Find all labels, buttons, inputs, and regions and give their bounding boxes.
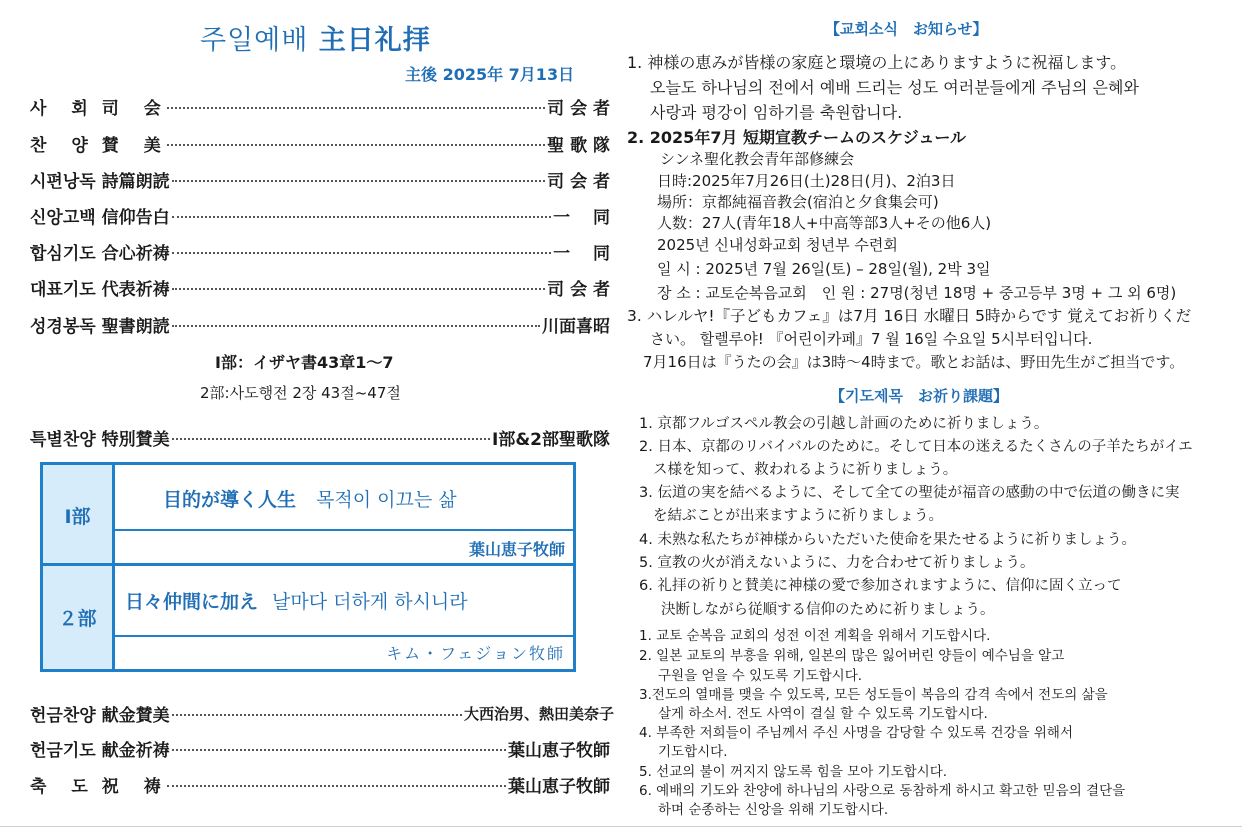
closing-label: 축 도 祝 祷 — [30, 776, 165, 797]
prayer-ko-line: 구원을 얻을 수 있도록 기도합시다. — [658, 668, 863, 684]
prayer-ja-line: 4. 未熟な私たちが神様からいただいた使命を果たせるように祈りましょう。 — [639, 532, 1136, 548]
news-line: 오늘도 하나님의 전에서 예배 드리는 성도 여러분들에게 주님의 은혜와 — [650, 78, 1139, 97]
news-line: 장 소 : 교토순복음교회 인 원 : 27명(청년 18명 + 중고등부 3명 + 그 외 6명) — [657, 284, 1177, 302]
prayer-ja-line: を結ぶことが出来ますように祈りましょう。 — [653, 508, 943, 524]
order-label: 성경봉독 聖書朗読 — [30, 316, 170, 337]
prayer-ja-line: 決断しながら従順する信仰のために祈りましょう。 — [661, 602, 995, 618]
order-row-creed — [30, 202, 610, 228]
benediction-row — [30, 771, 610, 797]
news-line: さい。 할렐루야! 『어린이카페』7 월 16일 수요일 5시부터입니다. — [650, 330, 1093, 348]
prayer-ko-line: 4. 부족한 저희들이 주님께서 주신 사명을 감당할 수 있도록 건강을 위해서 — [639, 725, 1073, 741]
order-label: 사 회 司 会 — [30, 98, 165, 119]
order-value: 聖 歌 隊 — [547, 135, 610, 156]
cell-divider — [115, 529, 573, 531]
order-value: 一 同 — [553, 207, 610, 228]
leader-dots — [172, 288, 546, 290]
closing-value: 葉山恵子牧師 — [508, 740, 610, 761]
leader-dots — [167, 144, 545, 146]
prayer-ja-line: 3. 伝道の実を結べるように、そして全ての聖徒が福音の感動の中で伝道の働きに実 — [639, 485, 1180, 501]
prayer-ko-line: 기도합시다. — [658, 744, 728, 760]
news-header: 【교회소식 お知らせ】 — [825, 20, 988, 38]
prayer-ko-line: 살게 하소서. 전도 사역이 결실 할 수 있도록 기도합시다. — [658, 706, 988, 722]
part2-cell: ２部 — [43, 565, 115, 669]
news-line: 사랑과 평강이 임하기를 축원합니다. — [650, 103, 903, 122]
prayer-ko-line: 3.전도의 열매를 맺을 수 있도록, 모든 성도들이 복음의 감격 속에서 전도의 삶을 — [639, 687, 1108, 703]
news-line: 日時:2025年7月26日(土)28日(月)、2泊3日 — [657, 172, 956, 190]
leader-dots — [172, 325, 540, 327]
news-line: 1. 神様の恵みが皆様の家庭と環境の上にありますように祝福します。 — [627, 53, 1127, 72]
prayer-ko-line: 5. 선교의 불이 꺼지지 않도록 힘을 모아 기도합시다. — [639, 764, 948, 780]
prayer-header: 【기도제목 お祈り課題】 — [830, 387, 1008, 405]
reading-part1: Ⅰ部：イザヤ書43章1～7 — [215, 353, 394, 372]
song2-title-ko: 날마다 더하게 하시니라 — [272, 591, 468, 613]
order-label: 찬 양 賛 美 — [30, 135, 165, 156]
special-label: 특별찬양 特別賛美 — [30, 429, 170, 450]
order-row-praise — [30, 130, 610, 156]
prayer-ko-line: 2. 일본 교토의 부흥을 위해, 일본의 많은 잃어버린 양들이 예수님을 알고 — [639, 648, 1065, 664]
part1-cell: Ⅰ部 — [43, 465, 115, 565]
leader-dots — [172, 216, 551, 218]
prayer-ja-line: ス様を知って、救われるように祈りましょう。 — [653, 462, 958, 478]
offering-praise-row — [30, 700, 614, 726]
leader-dots — [172, 714, 462, 716]
closing-label: 헌금찬양 献金賛美 — [30, 705, 170, 726]
prayer-ja-line: 6. 礼拝の祈りと賛美に神様の愛で参加されますように、信仰に固く立って — [639, 578, 1122, 594]
order-label: 시편낭독 詩篇朗読 — [30, 171, 170, 192]
order-value: 川面喜昭 — [542, 316, 610, 337]
order-label: 합심기도 合心祈祷 — [30, 243, 170, 264]
special-songs-table — [40, 462, 576, 672]
news-line: 7月16日は『うたの会』は3時～4時まで。歌とお話は、野田先生がご担当です。 — [643, 353, 1185, 371]
title-korean: 주일예배 — [200, 25, 309, 56]
order-row-scripture — [30, 311, 610, 337]
news-line: 人数：27人(青年18人+中高等部3人+その他6人) — [657, 214, 992, 232]
leader-dots — [172, 749, 506, 751]
service-date: 主後 2025年 7月13日 — [405, 65, 575, 84]
order-row-presider — [30, 93, 610, 119]
cell-divider — [115, 635, 573, 637]
row-divider — [43, 563, 573, 566]
song2-title — [125, 587, 468, 614]
order-value: 一 同 — [553, 243, 610, 264]
prayer-ko-line: 하며 순종하는 신앙을 위해 기도합시다. — [658, 802, 889, 818]
news-line: シンネ聖化教会青年部修練会 — [660, 150, 855, 168]
prayer-ko-line: 1. 교토 순복음 교회의 성전 이전 계획을 위해서 기도합시다. — [639, 628, 991, 644]
song1-title-ja: 目的が導く人生 — [163, 489, 297, 511]
prayer-ko-line: 6. 예배의 기도와 찬양에 하나님의 사랑으로 동참하게 하시고 확고한 믿음의 결단을 — [639, 783, 1126, 799]
bottom-divider — [0, 826, 1242, 827]
leader-dots — [167, 107, 545, 109]
reading-part2: 2部:사도행전 2장 43절~47절 — [200, 384, 401, 402]
song1-title-ko: 목적이 이끄는 삶 — [316, 489, 457, 511]
closing-value: 大西治男、熱田美奈子 — [463, 704, 614, 723]
song1-pastor: 葉山恵子牧師 — [468, 540, 565, 559]
order-row-psalm — [30, 166, 610, 192]
order-label: 대표기도 代表祈祷 — [30, 279, 170, 300]
song2-title-ja: 日々仲間に加え — [125, 591, 259, 613]
leader-dots — [172, 252, 551, 254]
news-line: 일 시 : 2025년 7월 26일(토) – 28일(월), 2박 3일 — [657, 260, 991, 278]
news-line: 2. 2025年7月 短期宣教チームのスケジュール — [627, 128, 967, 147]
special-value: Ⅰ部&2部聖歌隊 — [492, 429, 610, 450]
leader-dots — [167, 785, 506, 787]
song2-pastor: キム・フェジョン牧師 — [386, 644, 565, 663]
news-line: 2025년 신내성화교회 청년부 수련회 — [657, 236, 898, 254]
prayer-ja-line: 2. 日本、京都のリバイバルのために。そして日本の迷えるたくさんの子羊たちがイエ — [639, 439, 1193, 455]
order-value: 司 会 者 — [547, 171, 610, 192]
order-value: 司 会 者 — [547, 279, 610, 300]
news-line: 3. ハレルヤ!『子どもカフェ』は7月 16日 水曜日 5時からです 覚えてお祈りくだ — [627, 307, 1192, 325]
order-value: 司 会 者 — [547, 98, 610, 119]
order-row-rep-prayer — [30, 274, 610, 300]
offering-prayer-row — [30, 735, 610, 761]
closing-label: 헌금기도 献金祈祷 — [30, 740, 170, 761]
leader-dots — [172, 438, 490, 440]
prayer-ja-line: 5. 宣教の火が消えないように、力を合わせて祈りましょう。 — [639, 555, 1035, 571]
page-title — [200, 18, 431, 57]
news-line: 場所：京都純福音教会(宿泊と夕食集会可) — [657, 193, 939, 211]
prayer-ja-line: 1. 京都フルゴスペル教会の引越し計画のために祈りましょう。 — [639, 416, 1049, 432]
order-label: 신앙고백 信仰告白 — [30, 207, 170, 228]
title-japanese: 主日礼拝 — [318, 25, 431, 56]
leader-dots — [172, 180, 546, 182]
closing-value: 葉山恵子牧師 — [508, 776, 610, 797]
order-row-joint-prayer — [30, 238, 610, 264]
song1-title — [163, 485, 457, 512]
special-praise-row — [30, 424, 610, 450]
